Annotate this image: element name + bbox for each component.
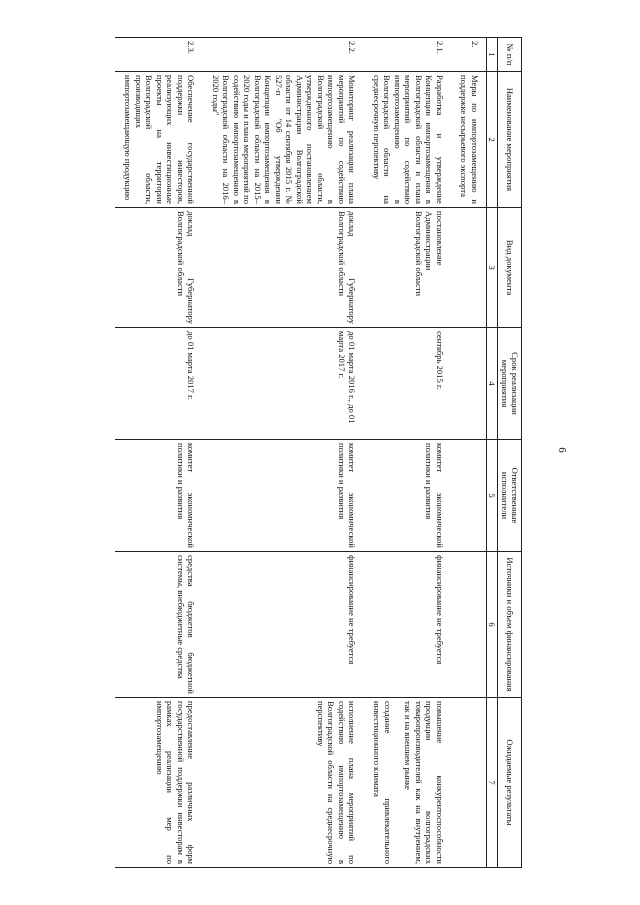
row-number: 2.3.	[115, 38, 202, 72]
row-number: 2.2.	[202, 38, 363, 72]
executor: комитет экономической политики и развития	[202, 440, 363, 552]
expected-result-text-2: создание привлекательного инвестиционного климата	[372, 701, 393, 864]
measure-name: Разработка и утверждение Концепции импортозамещения в Волгоградской области и плана мероприятий по содействию импортозамещению в Волгоградской области на среднесрочную перспективу	[363, 72, 450, 208]
column-number: 3	[486, 208, 497, 328]
financing: финансирование не требуется	[363, 552, 450, 698]
expected-result-text: повышение конкурентоспособности продукции волгоградских товаропроизводителей как на внутреннем, так и на внешнем рынке	[403, 701, 445, 864]
executor	[451, 440, 486, 552]
column-number: 7	[486, 698, 497, 868]
executor: комитет экономической политики и развития	[363, 440, 450, 552]
deadline: сентябрь 2015 г.	[363, 328, 450, 440]
page-number: 6	[555, 447, 568, 453]
header-row	[498, 38, 522, 868]
header-num: № п/п	[498, 38, 522, 72]
table-row	[202, 38, 363, 868]
header-doc: Вид документа	[498, 208, 522, 328]
header-number-row	[486, 38, 497, 868]
header-name: Наименование мероприятия	[498, 72, 522, 208]
rotated-table-area	[67, 37, 522, 867]
deadline	[451, 328, 486, 440]
financing	[451, 552, 486, 698]
column-number: 2	[486, 72, 497, 208]
deadline: до 01 марта 2017 г.	[115, 328, 202, 440]
expected-result	[115, 698, 202, 868]
financing: финансирование не требуется	[202, 552, 363, 698]
document-type	[451, 208, 486, 328]
expected-result	[451, 698, 486, 868]
column-number: 5	[486, 440, 497, 552]
header-executor: Ответственные исполнители	[498, 440, 522, 552]
deadline: до 01 марта 2016 г., до 01 марта 2017 г.	[202, 328, 363, 440]
column-number: 6	[486, 552, 497, 698]
header-term: Срок реализации мероприятия	[498, 328, 522, 440]
expected-result	[202, 698, 363, 868]
measures-table	[115, 37, 522, 868]
row-number: 2.	[451, 38, 486, 72]
row-number: 2.1.	[363, 38, 450, 72]
executor: комитет экономической политики и развития	[115, 440, 202, 552]
measure-name: Обеспечение государственной поддержки инвесторов, реализующих инвестиционные проекты на территории Волгоградской области, производящих импортозамещающую продукцию	[115, 72, 202, 208]
measure-name: Мониторинг реализации плана мероприятий по содействию импортозамещению в Волгоградской области, утвержденного постановлением Администрации Волгоградской области от 14 сентября 2015 г. № 527-п "Об утверждении Концепции импортозамещения в Волгоградской области на 2015–2020 годы и плана мероприятий по содействию импортозамещению в Волгоградской области на 2016–2020 годы"	[202, 72, 363, 208]
column-number: 4	[486, 328, 497, 440]
financing: средства бюджетов бюджетной системы, внебюджетные средства	[115, 552, 202, 698]
document-type: постановление Администрации Волгоградской области	[363, 208, 450, 328]
header-finance: Источники и объем финансирования	[498, 552, 522, 698]
column-number: 1	[486, 38, 497, 72]
table-row	[451, 38, 486, 868]
expected-result	[363, 698, 450, 868]
measure-name: Меры по импортозамещению и поддержке несырьевого экспорта	[451, 72, 486, 208]
header-result: Ожидаемые результаты	[498, 698, 522, 868]
expected-result-text: предоставление различных форм государственной поддержки инвесторам в рамках реализации мер по импортозамещению	[154, 701, 197, 864]
document-type: доклад Губернатору Волгоградской области	[115, 208, 202, 328]
table-row	[115, 38, 202, 868]
expected-result-text: исполнение плана мероприятий по содействию импортозамещению в Волгоградской области на среднесрочную перспективу	[315, 701, 358, 864]
table-row	[363, 38, 450, 868]
document-type: доклад Губернатору Волгоградской области	[202, 208, 363, 328]
